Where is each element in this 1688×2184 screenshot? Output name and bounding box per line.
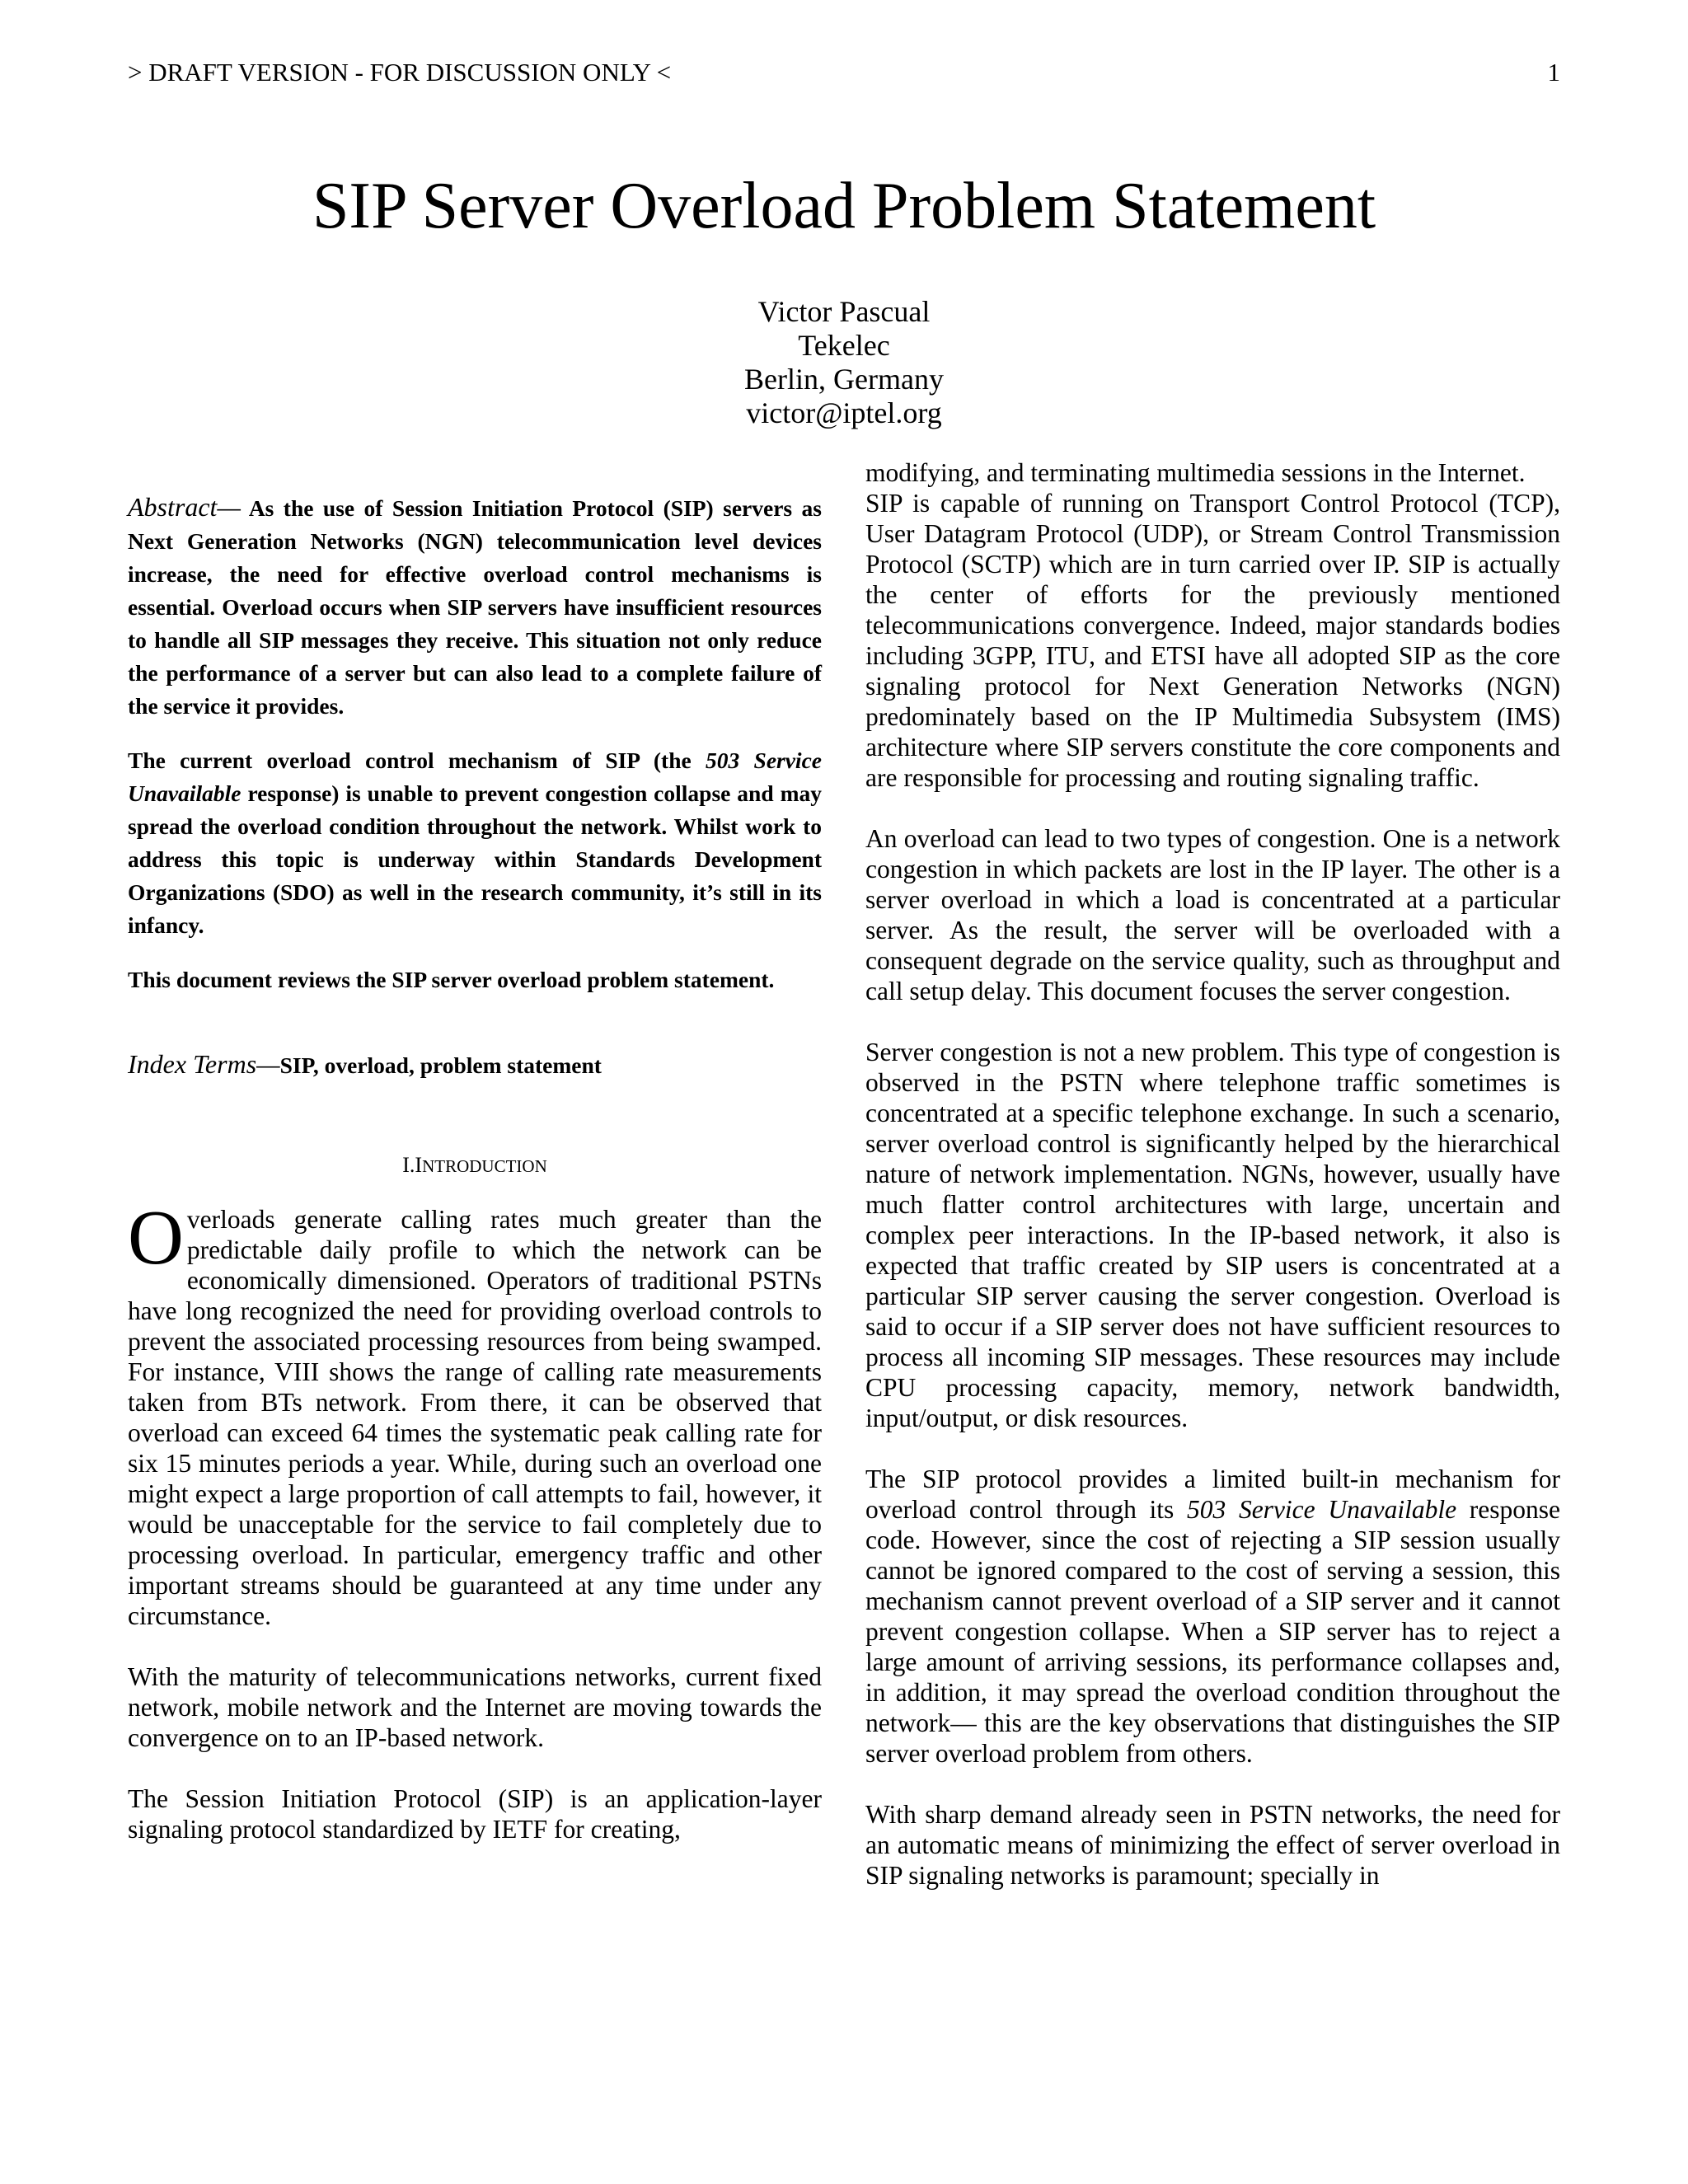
section-heading-introduction [128, 1153, 822, 1178]
author-block [0, 295, 1688, 430]
abstract-paragraph-1 [128, 490, 822, 723]
intro-paragraph-1 [128, 1195, 822, 1631]
page-header [128, 58, 1560, 91]
abstract-p2-end: response) is unable to prevent congestion collapse and may spread the overload condition throughout the network. Whilst work to address this topic is underway within Standards Development Organizations (SDO) as well in the research community, it’s still in its infancy. [128, 780, 822, 938]
drop-cap: O [128, 1195, 184, 1281]
section-initial: I [415, 1153, 423, 1177]
right-paragraph-2: Server congestion is not a new problem. This type of congestion is observed in the PSTN where telephone traffic sometimes is concentrated at a specific telephone exchange. In such a scenario, server overload control is significantly helped by the hierarchical nature of network implementation. NGNs, however, usually have much flatter control architectures with large, uncertain and complex peer interactions. In the IP-based network, it also is expected that traffic created by SIP users is concentrated at a particular SIP server causing the server congestion. Overload is said to occur if a SIP server does not have sufficient resources to process all incoming SIP messages. These resources may include CPU processing capacity, memory, network bandwidth, input/output, or disk resources. [865, 1038, 1560, 1432]
right-column [865, 457, 1560, 1921]
abstract-paragraph-3: This document reviews the SIP server overload problem statement. [128, 967, 775, 992]
right-paragraph-0a: modifying, and terminating multimedia sessions in the Internet. [865, 458, 1526, 487]
index-terms-lead: Index Terms— [128, 1049, 280, 1079]
intro-paragraph-2: With the maturity of telecommunications networks, current fixed network, mobile network and the Internet are moving towards the convergence on to an IP-based network. [128, 1662, 822, 1752]
right-p3-emphasis: 503 Service Unavailable [1187, 1495, 1457, 1524]
abstract-p2-emphasis: 503 Service Unavailable [128, 748, 822, 806]
abstract-p2-start: The current overload control mechanism of SIP (the [128, 748, 706, 773]
author-name: Victor Pascual [757, 295, 931, 328]
author-affiliation: Tekelec [798, 329, 890, 362]
intro-paragraph-3: The Session Initiation Protocol (SIP) is an application-layer signaling protocol standardized by IETF for creating, [128, 1784, 822, 1844]
author-location: Berlin, Germany [744, 363, 944, 396]
right-paragraph-3 [865, 1464, 1560, 1769]
right-paragraph-4: With sharp demand already seen in PSTN networks, the need for an automatic means of minimizing the effect of server overload in SIP signaling networks is paramount; specially in [865, 1800, 1560, 1890]
left-column [128, 490, 822, 1875]
abstract-paragraph-2 [128, 744, 822, 942]
paper-title: SIP Server Overload Problem Statement [312, 170, 1376, 242]
right-p3-start: The SIP protocol provides a limited built-in mechanism for overload control through its [865, 1465, 1560, 1524]
draft-notice: > DRAFT VERSION - FOR DISCUSSION ONLY < [128, 58, 672, 87]
intro-text-1: verloads generate calling rates much greater than the predictable daily profile to which the network can be economically dimensioned. Operators of traditional PSTNs have long recognized the need for providing overload controls to prevent the associated processing resources from being swamped. For instance, VIII shows the range of calling rate measurements taken from BTs network. From there, it can be observed that overload can exceed 64 times the systematic peak calling rate for six 15 minutes periods a year. While, during such an overload one might expect a large proportion of call attempts to fail, however, it would be unacceptable for the service to fail completely due to processing overload. In particular, emergency traffic and other important streams should be guaranteed at any time under any circumstance. [128, 1205, 822, 1630]
index-terms [128, 1047, 822, 1082]
section-title-rest: NTRODUCTION [422, 1156, 547, 1176]
abstract-text: As the use of Session Initiation Protocol (SIP) servers as Next Generation Networks (NGN) telecommunication level devices increase, the need for effective overload control mechanisms is essential. Overload occurs when SIP servers have insufficient resources to handle all SIP messages they receive. This situation not only reduce the performance of a server but can also lead to a complete failure of the service it provides. [128, 495, 822, 719]
page-number: 1 [1547, 58, 1560, 87]
section-number: I. [402, 1153, 415, 1177]
abstract-lead: Abstract— [128, 492, 241, 522]
right-p3-end: response code. However, since the cost of rejecting a SIP session usually cannot be ignored compared to the cost of serving a session, this mechanism cannot prevent overload of a SIP server and it cannot prevent congestion collapse. When a SIP server has to reject a large amount of arriving sessions, its performance collapses and, in addition, it may spread the overload condition throughout the network— this are the key observations that distinguishes the SIP server overload problem from others. [865, 1495, 1560, 1768]
author-email: victor@iptel.org [746, 396, 942, 429]
index-terms-text: SIP, overload, problem statement [279, 1052, 602, 1078]
right-paragraph-1: An overload can lead to two types of congestion. One is a network congestion in which packets are lost in the IP layer. The other is a server overload in which a load is concentrated at a particular server. As the result, the server will be overloaded with a consequent degrade on the service quality, such as throughput and call setup delay. This document focuses the server congestion. [865, 824, 1560, 1005]
right-paragraph-0b: SIP is capable of running on Transport Control Protocol (TCP), User Datagram Protocol (UDP), or Stream Control Transmission Protocol (SCTP) which are in turn carried over IP. SIP is actually the center of efforts for the previously mentioned telecommunications convergence. Indeed, major standards bodies including 3GPP, ITU, and ETSI have all adopted SIP as the core signaling protocol for Next Generation Networks (NGN) predominately based on the IP Multimedia Subsystem (IMS) architecture where SIP servers constitute the core components and are responsible for processing and routing signaling traffic. [865, 489, 1560, 792]
